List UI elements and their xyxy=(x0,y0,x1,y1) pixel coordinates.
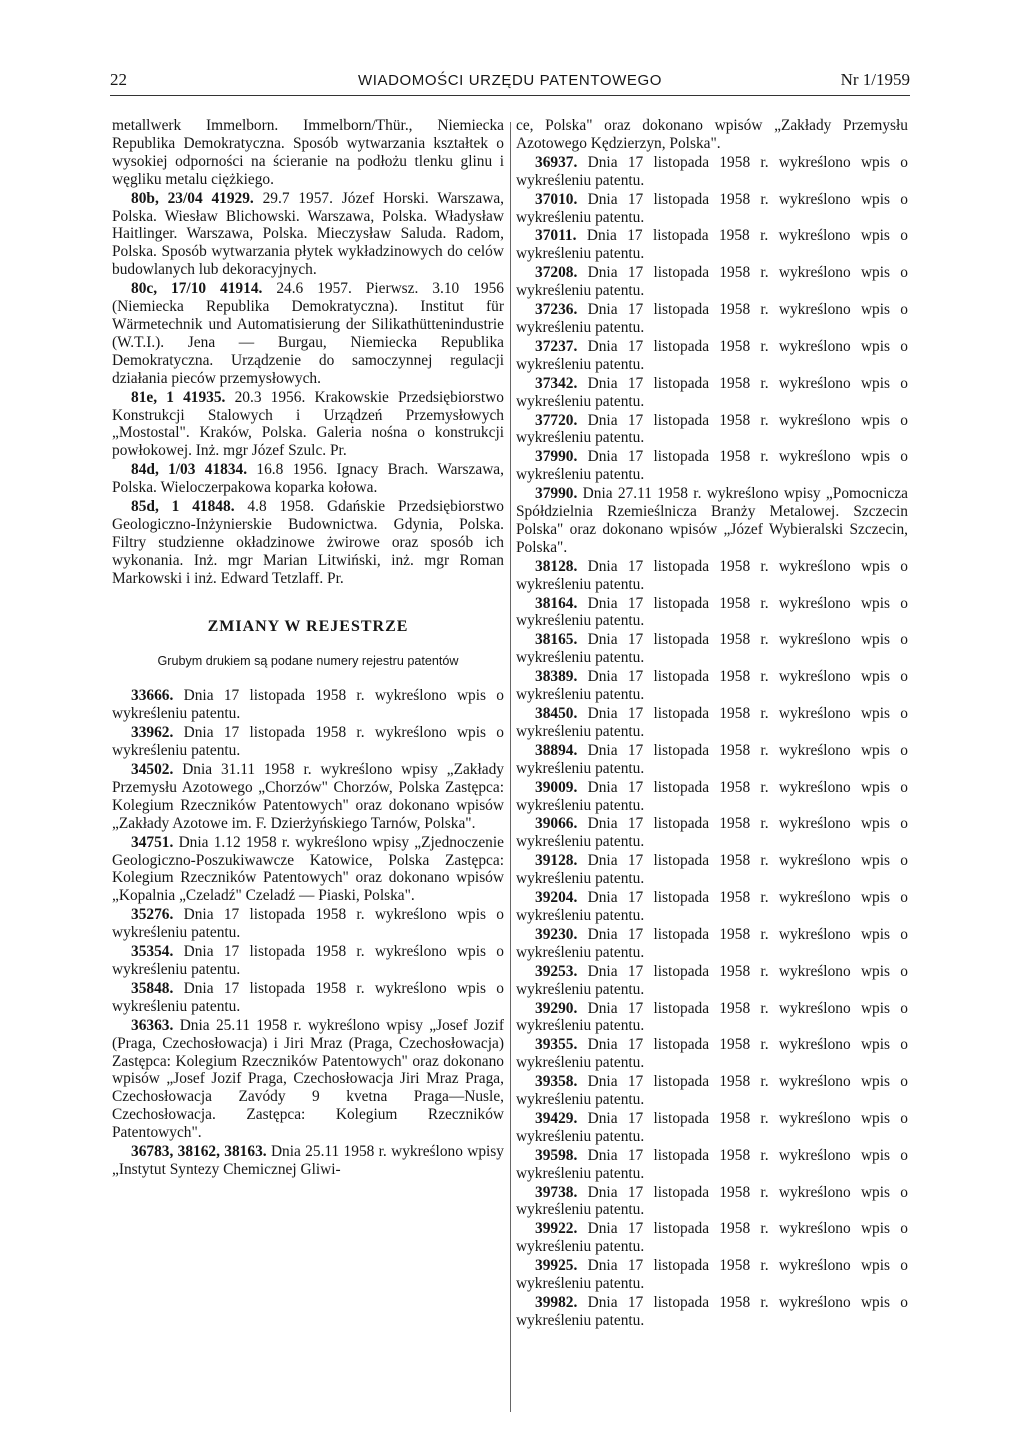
entry-number: 38128. xyxy=(535,557,578,575)
entry-number: 39922. xyxy=(535,1220,578,1238)
entry-text: Dnia 17 listopada 1958 r. wykreślono wpis o wykreśleniu patentu. xyxy=(516,1109,908,1145)
register-change-entry xyxy=(516,1110,908,1146)
entry-number: 39738. xyxy=(535,1183,578,1201)
entry-text: Dnia 17 listopada 1958 r. wykreślono wpis o wykreśleniu patentu. xyxy=(516,301,908,336)
entry-text: Dnia 17 listopada 1958 r. wykreślono wpis o wykreśleniu patentu. xyxy=(516,264,908,300)
entry-text: Dnia 17 listopada 1958 r. wykreślono wpis o wykreśleniu patentu. xyxy=(516,741,908,777)
register-change-entry xyxy=(516,154,908,190)
entry-number: 35848. xyxy=(131,979,174,997)
entry-text: Dnia 17 listopada 1958 r. wykreślono wpis o wykreśleniu patentu. xyxy=(516,668,908,704)
register-change-entry xyxy=(516,815,908,851)
entry-number: 39925. xyxy=(535,1257,578,1275)
entry-text: Dnia 17 listopada 1958 r. wykreślono wpis o wykreśleniu patentu. xyxy=(516,190,908,226)
entry-text: Dnia 17 listopada 1958 r. wykreślono wpis o wykreśleniu patentu. xyxy=(516,557,908,593)
register-change-entry xyxy=(516,1220,908,1256)
register-change-entry xyxy=(516,631,908,667)
entry-text: Dnia 17 listopada 1958 r. wykreślono wpis o wykreśleniu patentu. xyxy=(516,1073,908,1109)
register-change-entry xyxy=(112,1017,504,1142)
entry-text: Dnia 1.12 1958 r. wykreślono wpisy „Zjednoczenie Geologiczno-Poszukiwawcze Katowice, Polska Zastępca: Kolegium Rzeczników Patentowych" oraz dokonano wpisów „Kopalnia „Czeladź" Czeladź — Piaski, Polska". xyxy=(112,833,504,905)
entry-text: ce, Polska" oraz dokonano wpisów „Zakłady Przemysłu Azotowego Kędzierzyn, Polska". xyxy=(516,117,908,152)
register-change-entry xyxy=(516,779,908,815)
entry-number: 39290. xyxy=(535,999,578,1017)
register-change-entry xyxy=(516,1294,908,1330)
register-changes-left xyxy=(112,687,504,1178)
register-change-entry xyxy=(516,852,908,888)
patent-entry xyxy=(112,280,504,387)
patent-entry xyxy=(112,389,504,461)
entry-text: 4.8 1958. Gdańskie Przedsiębiorstwo Geologiczno-Inżynierskie Budownictwa. Gdynia, Polska. Filtry studzienne okładzinowe żwirowe oraz sposób ich wykonania. Inż. mgr Marian Litwiński, inż. mgr Roman Markowski i inż. Edward Tetzlaff. Pr. xyxy=(112,498,505,587)
entry-number: 39429. xyxy=(535,1109,578,1127)
entry-number: 36363. xyxy=(131,1016,174,1034)
register-change-entry xyxy=(516,375,908,411)
register-change-entry xyxy=(516,926,908,962)
entry-text: Dnia 17 listopada 1958 r. wykreślono wpis o wykreśleniu patentu. xyxy=(516,1220,908,1256)
register-change-entry xyxy=(112,724,504,760)
entry-text: Dnia 17 listopada 1958 r. wykreślono wpis o wykreśleniu patentu. xyxy=(516,448,908,484)
entry-number: 35354. xyxy=(131,943,174,961)
entry-number: 38894. xyxy=(535,741,578,759)
entry-text: Dnia 17 listopada 1958 r. wykreślono wpis o wykreśleniu patentu. xyxy=(516,1257,908,1293)
register-change-entry xyxy=(516,264,908,300)
register-change-entry xyxy=(112,761,504,833)
entry-number: 33666. xyxy=(131,687,174,705)
entry-number: 38165. xyxy=(535,631,578,649)
entry-text: Dnia 17 listopada 1958 r. wykreślono wpis o wykreśleniu patentu. xyxy=(112,724,504,760)
patent-entry xyxy=(112,190,504,280)
register-change-entry xyxy=(516,1000,908,1036)
section-note: Grubym drukiem są podane numery rejestru patentów xyxy=(157,654,459,669)
entry-number: 85d, 1 41848. xyxy=(131,498,235,516)
entry-text: Dnia 17 listopada 1958 r. wykreślono wpis o wykreśleniu patentu. xyxy=(516,999,908,1035)
entry-number: 80c, 17/10 41914. xyxy=(131,280,263,298)
register-change-entry xyxy=(112,687,504,723)
register-change-entry xyxy=(516,485,908,557)
entry-text: Dnia 17 listopada 1958 r. wykreślono wpis o wykreśleniu patentu. xyxy=(516,705,908,740)
section-heading: ZMIANY W REJESTRZE xyxy=(207,617,409,635)
patent-entries xyxy=(112,117,504,588)
entry-text: 29.7 1957. Józef Horski. Warszawa, Polska. Wiesław Blichowski. Warszawa, Polska. Władysław Haitlinger. Warszawa, Polska. Mieczysław Saluda. Radom, Polska. Sposób wytwarzania płytek wykładzinowych do celów budowlanych lub dekoracyjnych. xyxy=(112,189,504,279)
entry-text: Dnia 17 listopada 1958 r. wykreślono wpis o wykreśleniu patentu. xyxy=(516,631,908,667)
register-change-entry xyxy=(516,1073,908,1109)
register-changes-right xyxy=(516,117,908,1330)
entry-number: 37208. xyxy=(535,264,578,282)
register-change-entry xyxy=(112,1143,504,1179)
entry-text: Dnia 17 listopada 1958 r. wykreślono wpis o wykreśleniu patentu. xyxy=(516,962,908,998)
entry-text: Dnia 17 listopada 1958 r. wykreślono wpis o wykreśleniu patentu. xyxy=(516,852,908,888)
register-change-entry xyxy=(112,834,504,906)
register-change-entry xyxy=(516,705,908,741)
entry-text: Dnia 17 listopada 1958 r. wykreślono wpis o wykreśleniu patentu. xyxy=(516,411,908,447)
register-change-entry xyxy=(516,889,908,925)
entry-number: 38164. xyxy=(535,594,578,612)
entry-number: 33962. xyxy=(131,724,174,742)
entry-number: 36783, 38162, 38163. xyxy=(131,1143,267,1161)
entry-number: 39598. xyxy=(535,1146,578,1164)
entry-text: Dnia 17 listopada 1958 r. wykreślono wpis o wykreśleniu patentu. xyxy=(516,778,908,814)
entry-text: Dnia 17 listopada 1958 r. wykreślono wpis o wykreśleniu patentu. xyxy=(516,153,908,189)
entry-number: 37990. xyxy=(535,448,578,466)
entry-text: Dnia 17 listopada 1958 r. wykreślono wpis o wykreśleniu patentu. xyxy=(516,227,908,263)
register-change-entry xyxy=(516,1147,908,1183)
patent-entry xyxy=(112,461,504,497)
register-change-entry xyxy=(516,595,908,631)
entry-number: 39066. xyxy=(535,815,578,833)
entry-text: Dnia 17 listopada 1958 r. wykreślono wpis o wykreśleniu patentu. xyxy=(112,906,504,942)
entry-number: 38389. xyxy=(535,668,578,686)
entry-number: 34502. xyxy=(131,761,174,778)
register-change-entry xyxy=(516,448,908,484)
entry-text: Dnia 25.11 1958 r. wykreślono wpisy „Josef Jozif (Praga, Czechosłowacja) i Jiri Mraz (Praga, Czechosłowacja) Zastępca: Kolegium Rzeczników Patentowych" oraz dokonano wpisów „Josef Jozif Praga, Czechosłowacja Jiri Mraz Praga, Czechosłowacja Zavódy 9 kvetna Praga—Nusle, Czechosłowacja. Zastępca: Kolegium Rzeczników Patentowych". xyxy=(112,1016,504,1142)
entry-text: Dnia 25.11 1958 r. wykreślono wpisy „Instytut Syntezy Chemicznej Gliwi- xyxy=(112,1143,504,1178)
left-column xyxy=(112,117,504,1180)
register-change-entry xyxy=(516,558,908,594)
entry-number: 39982. xyxy=(535,1294,578,1311)
register-change-entry xyxy=(516,1036,908,1072)
entry-text: Dnia 17 listopada 1958 r. wykreślono wpis o wykreśleniu patentu. xyxy=(112,943,504,978)
column-divider xyxy=(510,122,511,1412)
entry-number: 39355. xyxy=(535,1036,578,1054)
header-rule xyxy=(110,95,910,96)
register-change-entry xyxy=(112,906,504,942)
entry-text: Dnia 17 listopada 1958 r. wykreślono wpis o wykreśleniu patentu. xyxy=(516,815,908,851)
entry-text: Dnia 17 listopada 1958 r. wykreślono wpis o wykreśleniu patentu. xyxy=(516,925,908,961)
patent-entry xyxy=(112,117,504,189)
register-change-entry xyxy=(516,117,908,153)
journal-title: WIADOMOŚCI URZĘDU PATENTOWEGO xyxy=(357,72,663,89)
entry-number: 81e, 1 41935. xyxy=(131,388,226,406)
entry-number: 39253. xyxy=(535,962,578,980)
register-change-entry xyxy=(516,1184,908,1220)
entry-text: 16.8 1956. Ignacy Brach. Warszawa, Polska. Wieloczerpakowa koparka kołowa. xyxy=(112,461,504,497)
entry-number: 39009. xyxy=(535,778,578,796)
issue-number: Nr 1/1959 xyxy=(840,70,910,89)
entry-number: 37720. xyxy=(535,411,578,429)
entry-number: 38450. xyxy=(535,705,578,722)
register-change-entry xyxy=(516,191,908,227)
entry-number: 37236. xyxy=(535,301,578,319)
entry-text: Dnia 17 listopada 1958 r. wykreślono wpis o wykreśleniu patentu. xyxy=(516,889,908,924)
entry-number: 39230. xyxy=(535,925,578,943)
register-change-entry xyxy=(516,1257,908,1293)
right-column xyxy=(516,117,908,1331)
entry-text: Dnia 17 listopada 1958 r. wykreślono wpis o wykreśleniu patentu. xyxy=(516,1146,908,1182)
entry-text: Dnia 17 listopada 1958 r. wykreślono wpis o wykreśleniu patentu. xyxy=(516,337,908,373)
entry-number: 39204. xyxy=(535,889,578,907)
entry-text: metallwerk Immelborn. Immelborn/Thür., Niemiecka Republika Demokratyczna. Sposób wytwarzania kształtek o wysokiej odporności na ścieranie na podłożu tlenku glinu i węgliku metalu ciężkiego. xyxy=(112,117,504,188)
entry-number: 37011. xyxy=(535,227,577,245)
register-change-entry xyxy=(516,412,908,448)
entry-text: Dnia 17 listopada 1958 r. wykreślono wpis o wykreśleniu patentu. xyxy=(516,1036,908,1072)
page-number: 22 xyxy=(110,70,127,89)
entry-number: 37342. xyxy=(535,374,578,392)
entry-number: 37237. xyxy=(535,337,578,355)
entry-text: Dnia 17 listopada 1958 r. wykreślono wpis o wykreśleniu patentu. xyxy=(112,687,504,723)
register-change-entry xyxy=(516,227,908,263)
register-change-entry xyxy=(516,742,908,778)
register-change-entry xyxy=(112,980,504,1016)
entry-text: Dnia 17 listopada 1958 r. wykreślono wpis o wykreśleniu patentu. xyxy=(516,594,908,630)
entry-text: Dnia 27.11 1958 r. wykreślono wpisy „Pomocnicza Spółdzielnia Rzemieślnicza Branży Metalowej. Szczecin Polska" oraz dokonano wpisów „Józef Wybieralski Szczecin, Polska". xyxy=(516,485,908,556)
entry-number: 36937. xyxy=(535,153,578,171)
patent-entry xyxy=(112,498,504,588)
register-change-entry xyxy=(112,943,504,979)
entry-number: 37010. xyxy=(535,190,578,208)
entry-number: 84d, 1/03 41834. xyxy=(131,461,248,479)
entry-number: 39358. xyxy=(535,1073,578,1091)
entry-number: 80b, 23/04 41929. xyxy=(131,189,254,207)
entry-number: 34751. xyxy=(131,833,174,851)
entry-text: Dnia 31.11 1958 r. wykreślono wpisy „Zakłady Przemysłu Azotowego „Chorzów" Chorzów, Polska Zastępca: Kolegium Rzeczników Patentowych" oraz dokonano wpisów „Zakłady Azotowe im. F. Dzierżyńskiego Tarnów, Polska". xyxy=(112,761,504,832)
register-change-entry xyxy=(516,963,908,999)
entry-text: 20.3 1956. Krakowskie Przedsiębiorstwo Konstrukcji Stalowych i Urządzeń Przemysłowych „Mostostal". Kraków, Polska. Galeria nośna o konstrukcji powłokowej. Inż. mgr Józef Szulc. Pr. xyxy=(112,388,504,460)
entry-text: Dnia 17 listopada 1958 r. wykreślono wpis o wykreśleniu patentu. xyxy=(112,979,504,1015)
entry-number: 35276. xyxy=(131,906,174,924)
entry-text: Dnia 17 listopada 1958 r. wykreślono wpis o wykreśleniu patentu. xyxy=(516,374,908,410)
register-change-entry xyxy=(516,301,908,337)
entry-text: 24.6 1957. Pierwsz. 3.10 1956 (Niemiecka Republika Demokratyczna). Institut für Wärmetechnik und Automatisierung der Silikathüttenindustrie (W.T.I.). Jena — Burgau, Niemiecka Republika Demokratyczna. Urządzenie do samoczynnej regulacji działania pieców przemysłowych. xyxy=(112,280,504,387)
entry-number: 39128. xyxy=(535,852,578,870)
entry-text: Dnia 17 listopada 1958 r. wykreślono wpis o wykreśleniu patentu. xyxy=(516,1183,908,1219)
register-change-entry xyxy=(516,338,908,374)
entry-text: Dnia 17 listopada 1958 r. wykreślono wpis o wykreśleniu patentu. xyxy=(516,1294,908,1329)
entry-number: 37990. xyxy=(535,485,578,503)
register-change-entry xyxy=(516,668,908,704)
